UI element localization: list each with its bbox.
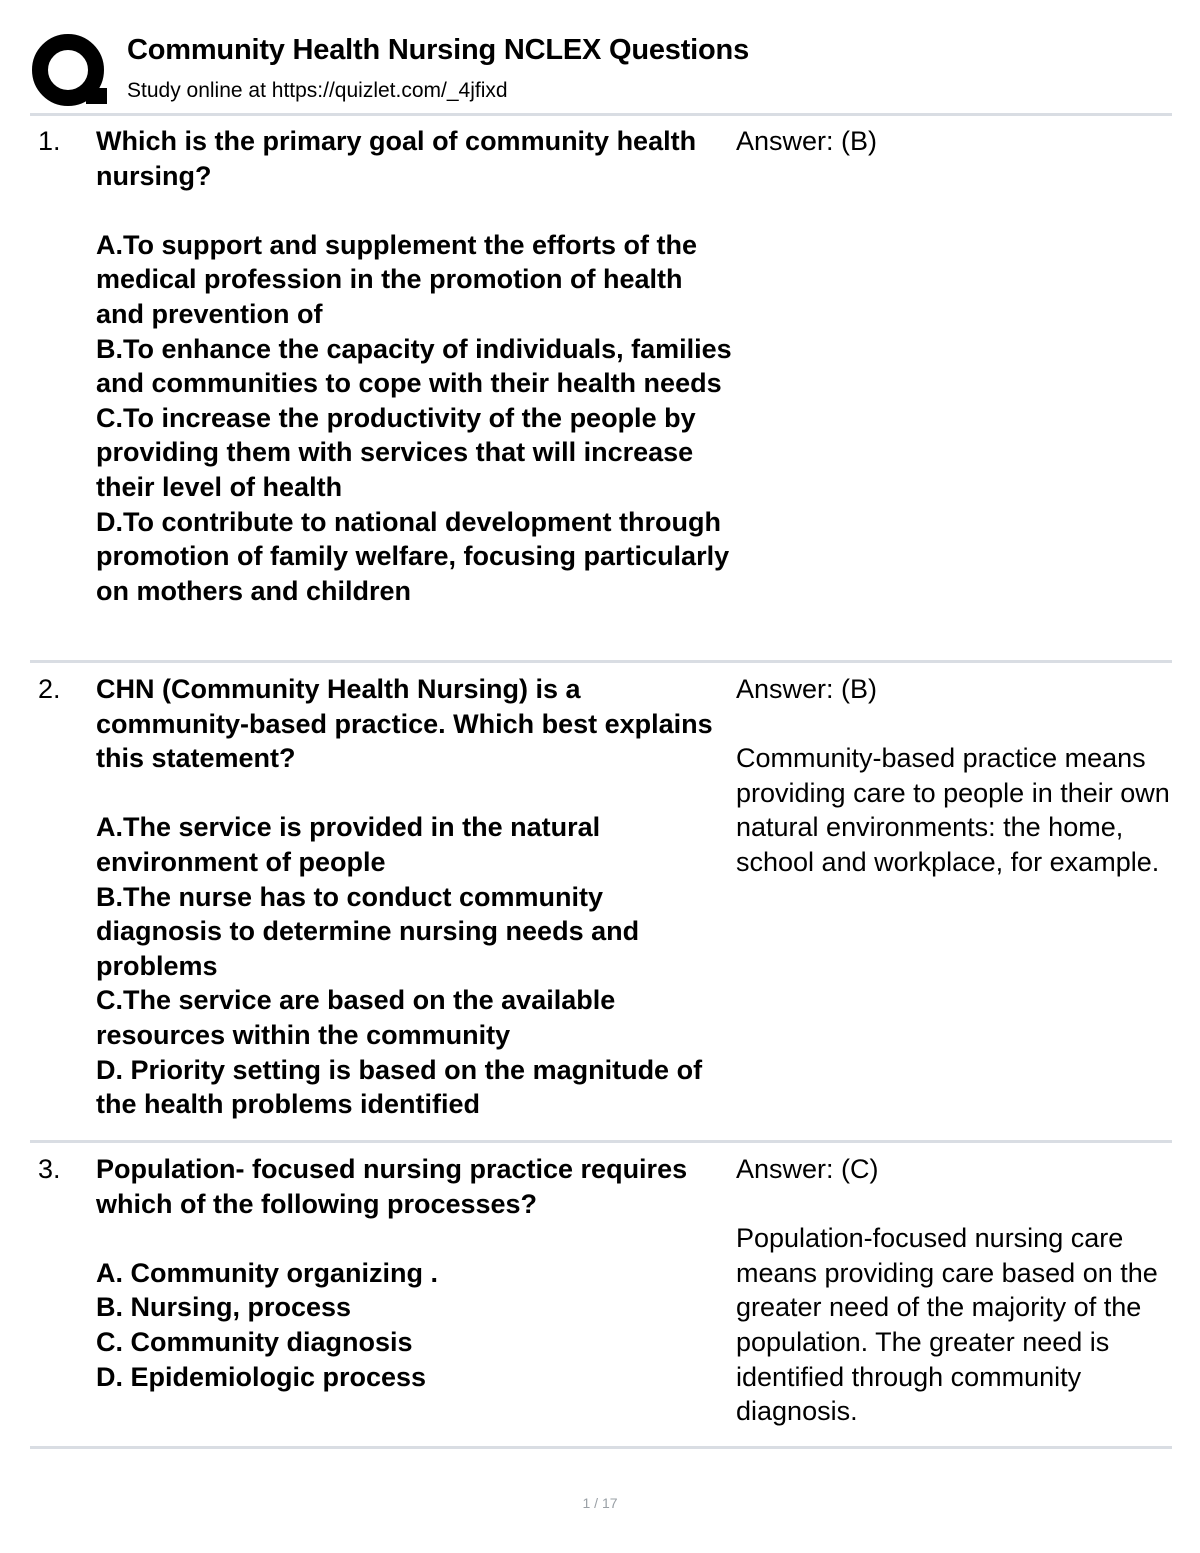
option-a: A.To support and supplement the efforts of the medical profession in the promotion of health and prevention of <box>96 229 697 329</box>
option-a: A. Community organizing . <box>96 1257 438 1288</box>
divider <box>30 113 1172 116</box>
quizlet-logo-icon <box>30 32 108 110</box>
card-question <box>96 1152 732 1394</box>
answer-label: Answer: (B) <box>736 674 878 704</box>
card-question <box>96 124 732 608</box>
answer-label: Answer: (B) <box>736 126 878 156</box>
option-d: D. Epidemiologic process <box>96 1361 427 1392</box>
option-b: B. Nursing, process <box>96 1292 352 1323</box>
option-b: B.The nurse has to conduct community diagnosis to determine nursing needs and problems <box>96 881 640 981</box>
question-text: Population- focused nursing practice requires which of the following processes? <box>96 1154 688 1219</box>
option-d: D.To contribute to national development through promotion of family welfare, focusing particularly on mothers and children <box>96 506 730 606</box>
card-answer <box>736 672 1172 880</box>
divider <box>30 660 1172 663</box>
page-number: 1 / 17 <box>582 1495 618 1511</box>
option-b: B.To enhance the capacity of individuals, families and communities to cope with their health needs <box>96 333 732 399</box>
question-text: CHN (Community Health Nursing) is a community-based practice. Which best explains this statement? <box>96 674 713 774</box>
option-d: D. Priority setting is based on the magnitude of the health problems identified <box>96 1054 703 1120</box>
option-c: C. Community diagnosis <box>96 1326 413 1357</box>
card-number: 3. <box>38 1154 61 1184</box>
divider <box>30 1140 1172 1143</box>
card-answer <box>736 1152 1172 1429</box>
option-c: C.The service are based on the available resources within the community <box>96 985 616 1050</box>
answer-explanation: Community-based practice means providing care to people in their own natural environments: the home, school and workplace, for example. <box>736 743 1170 877</box>
card-answer <box>736 124 1172 159</box>
document-header <box>30 28 1172 112</box>
divider <box>30 1446 1172 1449</box>
study-link-text: Study online at https://quizlet.com/_4jfixd <box>127 79 508 102</box>
card-question <box>96 672 732 1122</box>
answer-explanation: Population-focused nursing care means providing care based on the greater need of the majority of the population. The greater need is identified through community diagnosis. <box>736 1223 1158 1427</box>
card-number: 2. <box>38 674 61 704</box>
card-number: 1. <box>38 126 61 156</box>
question-text: Which is the primary goal of community health nursing? <box>96 126 697 191</box>
option-c: C.To increase the productivity of the people by providing them with services that will increase their level of health <box>96 402 696 502</box>
answer-label: Answer: (C) <box>736 1154 879 1184</box>
document-title: Community Health Nursing NCLEX Questions <box>127 34 749 66</box>
option-a: A.The service is provided in the natural environment of people <box>96 812 601 877</box>
